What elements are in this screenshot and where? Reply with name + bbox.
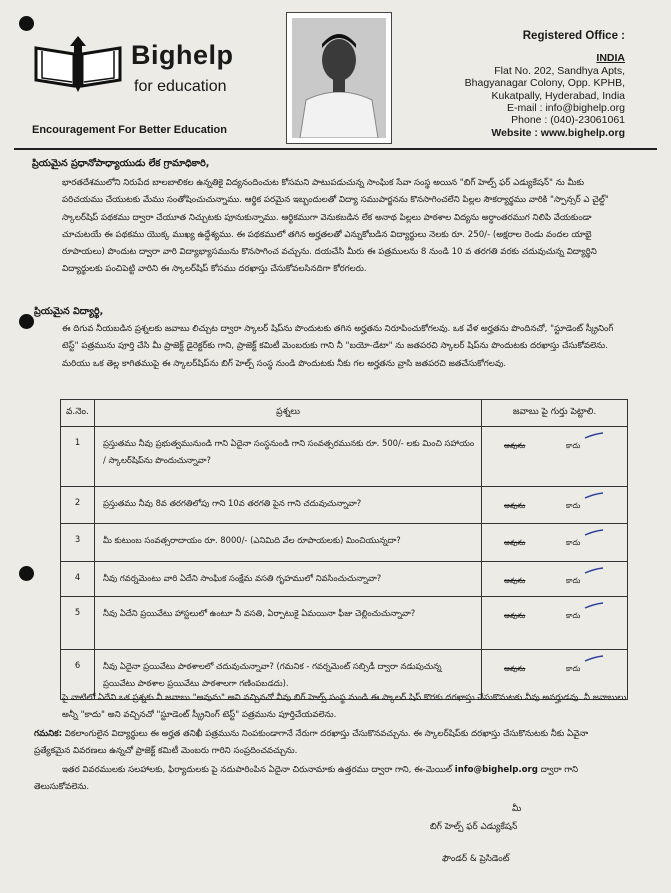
row-question: మీ కుటుంబ సంవత్సరాదాయం రూ. 8000/- (ఎనిమిది వేల రూపాయలకు) మించియున్నదా? <box>95 524 482 562</box>
tick-mark-icon <box>584 529 604 537</box>
address-line: Kukatpally, Hyderabad, India <box>491 89 625 102</box>
note-paragraph <box>34 726 627 761</box>
contact-text-end: ద్వారా గాని తెలుసుకోవలెను. <box>34 765 578 793</box>
office-phone: Phone : (040)-23061061 <box>511 114 625 127</box>
student-photo <box>286 12 392 144</box>
table-row <box>61 487 628 524</box>
intro-paragraph: భారతదేశములోని నిరుపేద బాలబాలికల ఉన్నతికై విద్యనందించుట కోసమని పాటుపడుచున్న సాంఘిక సేవా సంస్థ అయిన "బిగ్ హెల్ప్ ఫర్ ఎడ్యుకేషన్" ను మీకు పరిచయము చేయుటకు మేము సంతోషించుచున్నాము. ఆర్థిక పరమైన ఇబ్బందులతో విద్యా సముపార్జనను కొనసాగించలేని పిల్లల సౌకర్యార్థము వారికి "స్పాన్సర్ ఎ చైల్డ్" స్కాలర్‌షిప్ పథకము ద్వారా చేయూత నిచ్చుటకు పూనుకున్నాము. ఆర్థికముగా వెనుకబడిన లేక అనాథ పిల్లలు పాఠశాల విద్యను అర్ధాంతరముగ నిలిపి వేయకుండా చూచుటయే ఈ పథకము యొక్క ముఖ్య ఉద్దేశ్యము. ఈ పథకములో తగిన అర్హతలతో ఎన్నుకోబడిన విద్యార్థులు నెలకు రూ. 250/- (అక్షరాల రెండు వందల యాభై రూపాయలు) పొందుట ద్వారా వారి విద్యాభ్యాసమును కొనసాగించ వచ్చును. దయచేసి మీరు ఈ పత్రములను 8 నుండి 10 వ తరగతి వరకు చదువుచున్న విద్యార్థిని విద్యార్థులకు పంచిపెట్టి వారిని ఈ స్కాలర్‌షిప్ కోసము దరఖాస్తు చేసుకోవలసినదిగా కోరగలరు. <box>62 178 609 275</box>
brand-name: Bighelp <box>131 40 234 70</box>
address-line: Flat No. 202, Sandhya Apts, <box>494 64 625 77</box>
salutation-headmaster: ప్రియమైన ప్రధానోపాధ్యాయుడు లేక గ్రామాధికారి, <box>32 158 210 169</box>
table-row <box>61 524 628 562</box>
option-yes-struck: అవును <box>504 501 526 510</box>
row-question: నీవు ఏదైనా ప్రయివేటు పాఠశాలలో చదువుచున్నావా? (గమనిక - గవర్నమెంట్ సబ్సిడీ ద్వారా నడుపుచున్న ప్రయివేటు పాఠశాల ప్రయివేటు పాఠశాలగా గణింపబడదు). <box>95 650 482 700</box>
row-question: నీవు ఏదేని ప్రయివేటు హాస్టలులో ఉంటూ నీ వసతి, ఏర్పాటుకై ఏమయినా ఫీజు చెల్లించుచున్నావా? <box>95 597 482 650</box>
option-no: కాదు <box>566 576 581 585</box>
option-no: కాదు <box>566 611 581 620</box>
table-row <box>61 562 628 597</box>
row-question: ప్రస్తుతము నీవు 8వ తరగతిలోపు గాని 10వ తరగతి పైన గాని చదువుచున్నావా? <box>95 487 482 524</box>
row-number: 3 <box>61 524 95 562</box>
answer-cell <box>482 597 628 650</box>
brand-subtitle: for education <box>134 78 227 95</box>
row-number: 4 <box>61 562 95 597</box>
table-header-row <box>61 400 628 427</box>
row-number: 1 <box>61 427 95 487</box>
answer-cell <box>482 487 628 524</box>
option-yes-struck: అవును <box>504 664 526 673</box>
office-website: Website : www.bighelp.org <box>491 126 625 139</box>
sign-yours: మీ <box>512 804 522 814</box>
salutation-student: ప్రియమైన విద్యార్థి, <box>34 306 104 317</box>
contact-paragraph <box>34 762 627 797</box>
option-yes-struck: అవును <box>504 576 526 585</box>
column-header-number: వ.నెం. <box>61 400 95 427</box>
option-no: కాదు <box>566 501 581 510</box>
office-label: Registered Office : <box>522 30 625 42</box>
option-no: కాదు <box>566 664 581 673</box>
option-yes-struck: అవును <box>504 441 526 450</box>
tick-mark-icon <box>584 655 604 663</box>
answer-cell <box>482 524 628 562</box>
punch-hole <box>19 314 34 329</box>
sign-organization: బిగ్ హెల్ప్ ఫర్ ఎడ్యుకేషన్ <box>430 822 518 832</box>
tick-mark-icon <box>584 432 604 440</box>
column-header-answer: జవాబు పై గుర్తు పెట్టాలి. <box>482 400 628 427</box>
row-number: 6 <box>61 650 95 700</box>
tagline: Encouragement For Better Education <box>32 124 227 136</box>
contact-text: ఇతర వివరములకు సలహాలకు, ఫిర్యాదులకు పై నదుపారింపిన ఏదైనా చిరునామాకు ఉత్తరము ద్వారా గాని, ఈ-మెయిల్ <box>62 765 455 775</box>
row-number: 5 <box>61 597 95 650</box>
student-paragraph: ఈ దిగువ నీయబడిన ప్రశ్నలకు జవాబు లిచ్చుట ద్వారా స్కాలర్ షిప్‌ను పొందుటకు తగిన అర్హతను నిరూపించుకోగలవు. ఒక వేళ అర్హతను పొందినచో, "స్టూడెంట్ స్క్రీనింగ్ టెస్ట్" పత్రమును పూర్తి చేసి మీ ప్రాజెక్ట్ డైరెక్టర్‌కు గాని, ప్రాజెక్ట్ కమిటీ మెంబరుకు గాని నీ "బయో-డేటా" ను జతపరచి స్కాలర్ షిప్‌ను పొందుటకు దరఖాస్తు చేసుకోవలెను. మరియు ఒక తెల్ల కాగితముపై ఈ స్కాలర్‌షిప్‌ను బిగ్ హెల్ప్ సంస్థ నుండి పొందుటకు నీకు గల అర్హతను వ్రాసి జతపరచి జతచేసుకోగలవు. <box>62 324 614 369</box>
row-number: 2 <box>61 487 95 524</box>
open-book-logo-icon <box>32 34 124 94</box>
row-question: ప్రస్తుతము నీవు ప్రభుత్వమునుండి గాని ఏదైనా సంస్థనుండి గాని సంవత్సరమునకు రూ. 500/- లకు మించి సహాయం / స్కాలర్‌షిప్‌ను పొందుచున్నావా? <box>95 427 482 487</box>
column-header-questions: ప్రశ్నలు <box>95 400 482 427</box>
option-no: కాదు <box>566 441 581 450</box>
row-question: నీవు గవర్నమెంటు వారి ఏదేని సాంఘిక సంక్షేమ వసతి గృహములో నివసించుచున్నావా? <box>95 562 482 597</box>
eligibility-table <box>60 399 628 700</box>
answer-cell <box>482 562 628 597</box>
option-yes-struck: అవును <box>504 538 526 547</box>
table-row <box>61 597 628 650</box>
sign-title: ఫౌండర్ & ప్రెసిడెంట్ <box>442 854 510 864</box>
contact-email-link[interactable]: info@bighelp.org <box>454 765 538 775</box>
office-email: E-mail : info@bighelp.org <box>506 102 625 115</box>
answer-cell <box>482 427 628 487</box>
tick-mark-icon <box>584 492 604 500</box>
note-label: గమనిక: <box>34 729 63 739</box>
registered-office <box>465 30 625 139</box>
tick-mark-icon <box>584 602 604 610</box>
address-line: Bhagyanagar Colony, Opp. KPHB, <box>464 77 625 90</box>
punch-hole <box>19 566 34 581</box>
note-text: వికలాంగులైన విద్యార్థులు ఈ అర్హత తనిఖీ పత్రమును నింపకుండాగానే నేరుగా దరఖాస్తు చేసుకొనవచ్చును. ఈ స్కాలర్‌షిప్‌కు దరఖాస్తు చేసుకొనుటకు నీకు ఏవైనా ప్రత్యేకమైన వివరణలు ఉన్నచో ప్రాజెక్ట్ కమిటీ మెంబరు గారిని సంప్రదించవచ్చును. <box>34 729 589 757</box>
student-portrait-icon <box>292 18 386 138</box>
office-country: INDIA <box>596 52 625 65</box>
header-divider <box>14 148 657 150</box>
option-no: కాదు <box>566 538 581 547</box>
closing-paragraph: పై వాటిలో ఏదేని ఒక ప్రశ్నకు నీ జవాబు "అవును" అని వచ్చినచో నీవు బిగ్ హెల్ప్ సంస్థ నుండి ఈ స్కాలర్ షిప్ కొరకు దరఖాస్తు చేసుకొనుటకు నీవు అనర్హుడవు. నీ జవాబులు అన్నీ "కాదు" అని వచ్చినచో "స్టూడెంట్ స్క్రీనింగ్ టెస్ట్" పత్రమును పూర్తిచేయవలెను. <box>62 693 627 721</box>
punch-hole <box>19 16 34 31</box>
table-row <box>61 427 628 487</box>
tick-mark-icon <box>584 567 604 575</box>
option-yes-struck: అవును <box>504 611 526 620</box>
